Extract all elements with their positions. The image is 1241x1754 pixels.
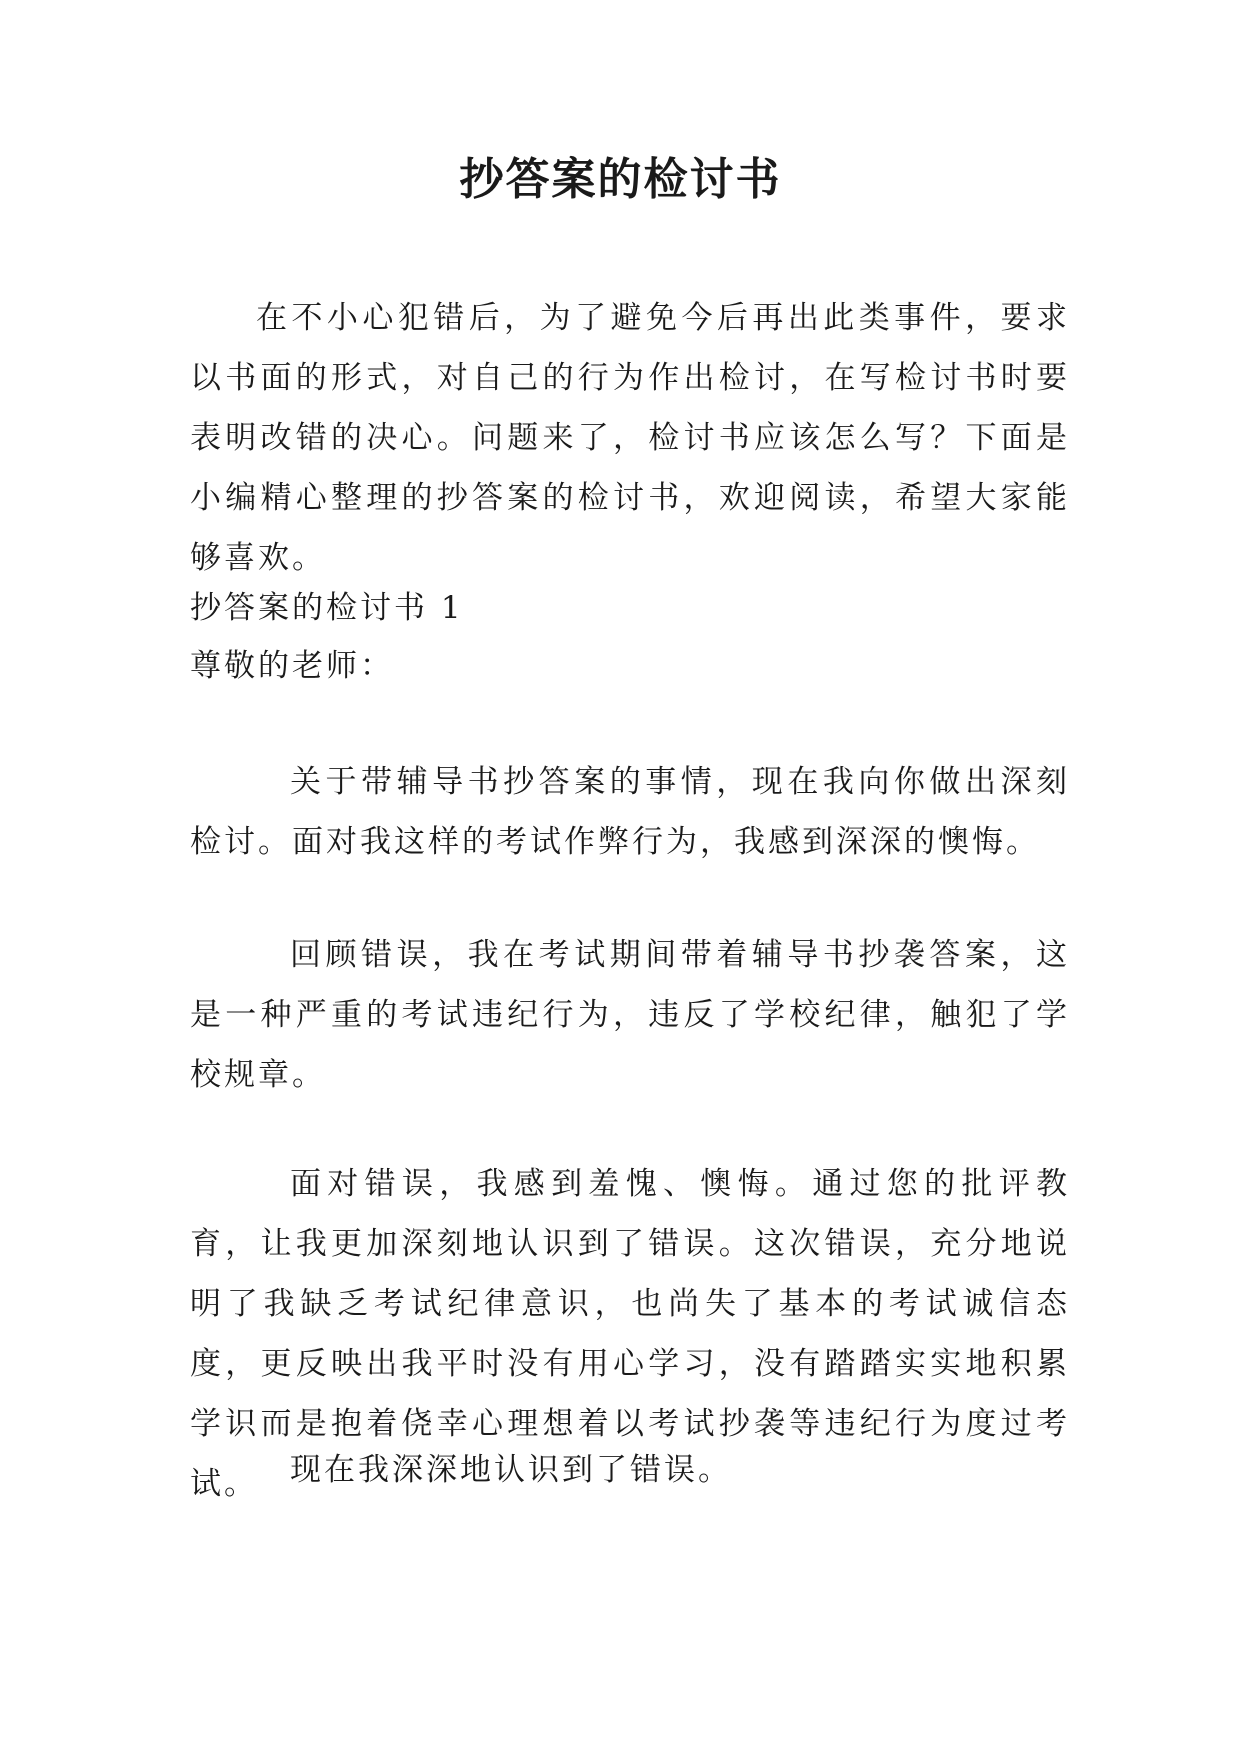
body-paragraph: 现在我深深地认识到了错误。 xyxy=(290,1452,732,1488)
intro-paragraph: 在不小心犯错后，为了避免今后再出此类事件，要求以书面的形式，对自己的行为作出检讨，在写检讨书时要表明改错的决心。问题来了，检讨书应该怎么写？下面是小编精心整理的抄答案的检讨书，欢迎阅读，希望大家能够喜欢。 xyxy=(190,300,1070,576)
document-title: 抄答案的检讨书 xyxy=(459,154,782,205)
body-paragraph: 关于带辅导书抄答案的事情，现在我向你做出深刻检讨。面对我这样的考试作弊行为，我感到深深的懊悔。 xyxy=(190,764,1070,860)
section-heading: 抄答案的检讨书 1 xyxy=(190,590,464,626)
body-paragraph: 面对错误，我感到羞愧、懊悔。通过您的批评教育，让我更加深刻地认识到了错误。这次错误，充分地说明了我缺乏考试纪律意识，也尚失了基本的考试诚信态度，更反映出我平时没有用心学习，没有踏踏实实地积累学识而是抱着侥幸心理想着以考试抄袭等违纪行为度过考试。 xyxy=(190,1166,1070,1502)
body-paragraph: 回顾错误，我在考试期间带着辅导书抄袭答案，这是一种严重的考试违纪行为，违反了学校纪律，触犯了学校规章。 xyxy=(190,937,1070,1093)
salutation: 尊敬的老师： xyxy=(190,648,394,684)
